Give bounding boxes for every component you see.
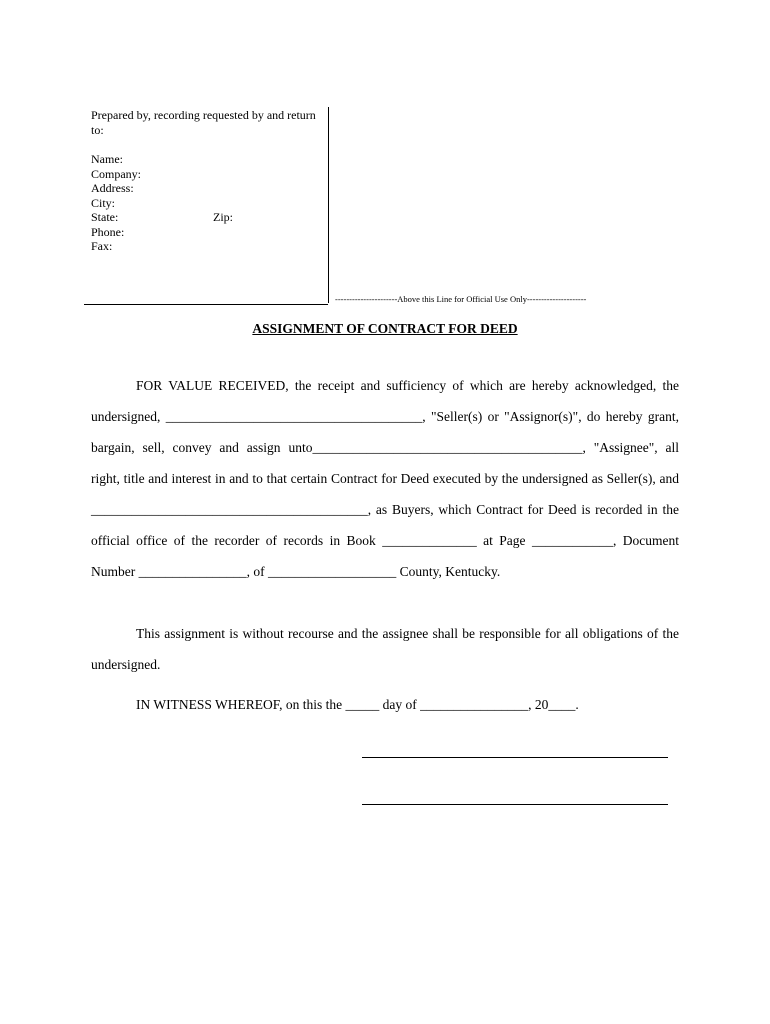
recourse-paragraph: This assignment is without recourse and the assignee shall be responsible for all obligations of the undersigned.: [91, 626, 679, 672]
state-field-label: State:: [91, 210, 119, 224]
address-field-label: Address:: [91, 181, 134, 195]
zip-field-label: Zip:: [213, 210, 233, 224]
signature-line-1[interactable]: [362, 757, 668, 758]
phone-field-label: Phone:: [91, 224, 125, 239]
return-address-block: [91, 108, 321, 254]
document-title: ASSIGNMENT OF CONTRACT FOR DEED: [252, 321, 518, 336]
company-field-label: Company:: [91, 166, 141, 181]
recording-box-vertical-divider: [328, 107, 329, 303]
witness-clause: IN WITNESS WHEREOF, on this the _____ day of ________________, 20____.: [136, 697, 579, 712]
assignment-paragraph: FOR VALUE RECEIVED, the receipt and sufficiency of which are hereby acknowledged, the undersigned, ______________________________________, "Seller(s) or "Assignor(s)", do hereby grant, bargain, sell, convey and assign unto________________________________________, "Assignee", all right, title and interest in and to that certain Contract for Deed executed by the undersigned as Seller(s), and _________________________________________, as Buyers, which Contract for Deed is recorded in the official office of the recorder of records in Book ______________ at Page ____________, Document Number ________________, of ___________________ County, Kentucky.: [91, 378, 679, 579]
official-use-line: ----------------------Above this Line for Official Use Only---------------------: [335, 294, 587, 304]
name-field-label: Name:: [91, 152, 123, 166]
recording-box-bottom-divider: [84, 304, 328, 305]
city-field-label: City:: [91, 195, 116, 210]
signature-line-2[interactable]: [362, 804, 668, 805]
prepared-by-text: Prepared by, recording requested by and return to:: [91, 108, 316, 137]
fax-field-label: Fax:: [91, 239, 113, 253]
state-zip-row: [91, 210, 321, 225]
